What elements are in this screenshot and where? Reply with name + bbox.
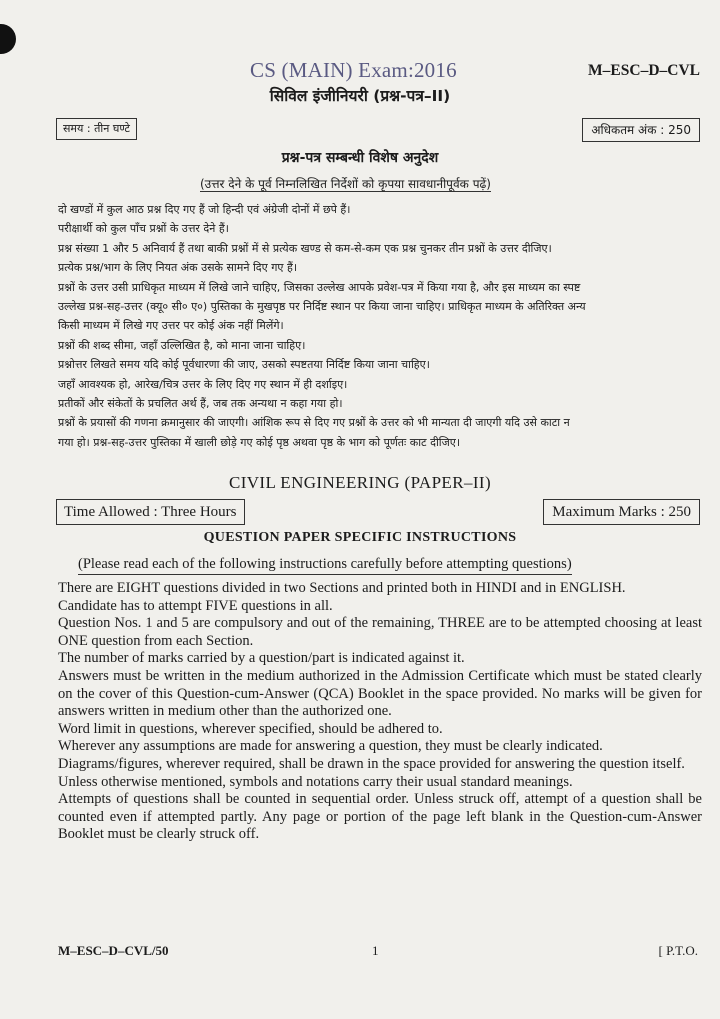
english-line: Answers must be written in the medium authorized in the Admission Certificate which must be stated clearly on the cover of this Question-cum-Answer (QCA) Booklet in the space provided. No marks will be given for answers written in medium other than the authorized one. [58,667,702,720]
hindi-instructions-note [200,175,491,192]
hindi-line: प्रतीकों और संकेतों के प्रचलित अर्थ हैं, जब तक अन्यथा न कहा गया हो। [58,397,343,411]
hindi-line: उल्लेख प्रश्न-सह-उत्तर (क्यू० सी० ए०) पुस्तिका के मुखपृष्ठ पर निर्दिष्ट स्थान पर किया जाना चाहिए। प्राधिकृत माध्यम के अतिरिक्त अन्य [58,300,586,314]
english-instructions-note: (Please read each of the following instructions carefully before attempting questions) [78,555,572,575]
paper-code: M–ESC–D–CVL [588,62,700,79]
hindi-line: दो खण्डों में कुल आठ प्रश्न दिए गए हैं जो हिन्दी एवं अंग्रेजी दोनों में छपे हैं। [58,203,351,216]
hindi-marks-box: अधिकतम अंक : 250 [582,118,700,142]
hindi-line: जहाँ आवश्यक हो, आरेख/चित्र उत्तर के लिए दिए गए स्थान में ही दर्शाइए। [58,377,348,391]
hindi-line: प्रश्नों के उत्तर उसी प्राधिकृत माध्यम में लिखे जाने चाहिए, जिसका उल्लेख आपके प्रवेश-पत्र में किया गया है, और इस माध्यम का स्पष्ट [58,280,581,294]
footer-paper-code: M–ESC–D–CVL/50 [58,943,169,958]
hindi-line: प्रश्नों के प्रयासों की गणना क्रमानुसार की जाएगी। आंशिक रूप से दिए गए प्रश्नों के उत्तर को भी मान्यता दी जाएगी यदि उसे काटा न [58,416,570,430]
english-marks-box: Maximum Marks : 250 [543,499,700,525]
english-paper-title: CIVIL ENGINEERING (PAPER–II) [228,473,492,492]
hindi-line: प्रश्नों की शब्द सीमा, जहाँ उल्लिखित है, को माना जाना चाहिए। [58,338,306,352]
exam-stamp: CS (MAIN) Exam:2016 [250,58,457,82]
hindi-line: गया हो। प्रश्न-सह-उत्तर पुस्तिका में खाली छोड़े गए कोई पृष्ठ अथवा पृष्ठ के भाग को पूर्णतः काट दीजिए। [58,435,461,449]
hindi-line: प्रत्येक प्रश्न/भाग के लिए नियत अंक उसके सामने दिए गए हैं। [58,261,297,275]
english-line: Question Nos. 1 and 5 are compulsory and out of the remaining, THREE are to be attempted choosing at least ONE question from each Section. [58,615,702,649]
english-line: Word limit in questions, wherever specified, should be adhered to. [58,720,443,737]
english-line: Wherever any assumptions are made for answering a question, they must be clearly indicated. [58,738,603,755]
english-line: Diagrams/figures, wherever required, shall be drawn in the space provided for answering the question itself. [58,755,685,772]
hindi-instructions-list [58,200,700,452]
hindi-instructions-heading: प्रश्न-पत्र सम्बन्धी विशेष अनुदेश [281,150,439,166]
page-number: 1 [372,943,379,958]
hindi-line: प्रश्नोत्तर लिखते समय यदि कोई पूर्वधारणा की जाए, उसको स्पष्टतया निर्दिष्ट किया जाना चाहिए। [58,358,430,372]
english-line: Candidate has to attempt FIVE questions in all. [58,597,333,614]
hindi-line: प्रश्न संख्या 1 और 5 अनिवार्य हैं तथा बाकी प्रश्नों में से प्रत्येक खण्ड से कम-से-कम एक प्रश्न चुनकर तीन प्रश्नों के उत्तर दीजिए। [58,241,552,255]
english-line: The number of marks carried by a question/part is indicated against it. [58,650,465,667]
hindi-line: परीक्षार्थी को कुल पाँच प्रश्नों के उत्तर देने हैं। [58,222,229,236]
english-line: Unless otherwise mentioned, symbols and notations carry their usual standard meanings. [58,773,573,790]
hindi-line: किसी माध्यम में लिखे गए उत्तर पर कोई अंक नहीं मिलेंगे। [58,319,284,333]
hindi-note-text: (उत्तर देने के पूर्व निम्नलिखित निर्देशों को कृपया सावधानीपूर्वक पढ़ें) [200,177,491,191]
punch-hole [0,24,16,54]
please-turn-over: [ P.T.O. [658,943,698,958]
english-line: Attempts of questions shall be counted in sequential order. Unless struck off, attempt of a question shall be counted even if attempted partly. Any page or portion of the page left blank in the Question-cum-Answer Booklet must be clearly struck off. [58,791,702,843]
english-instructions-list [58,580,702,844]
hindi-time-box: समय : तीन घण्टे [56,118,137,140]
english-time-box: Time Allowed : Three Hours [56,499,245,525]
hindi-paper-title: सिविल इंजीनियरी (प्रश्न-पत्र–II) [269,87,451,105]
english-line: There are EIGHT questions divided in two Sections and printed both in HINDI and in ENGLISH. [58,580,626,596]
english-instructions-heading: QUESTION PAPER SPECIFIC INSTRUCTIONS [203,530,517,545]
